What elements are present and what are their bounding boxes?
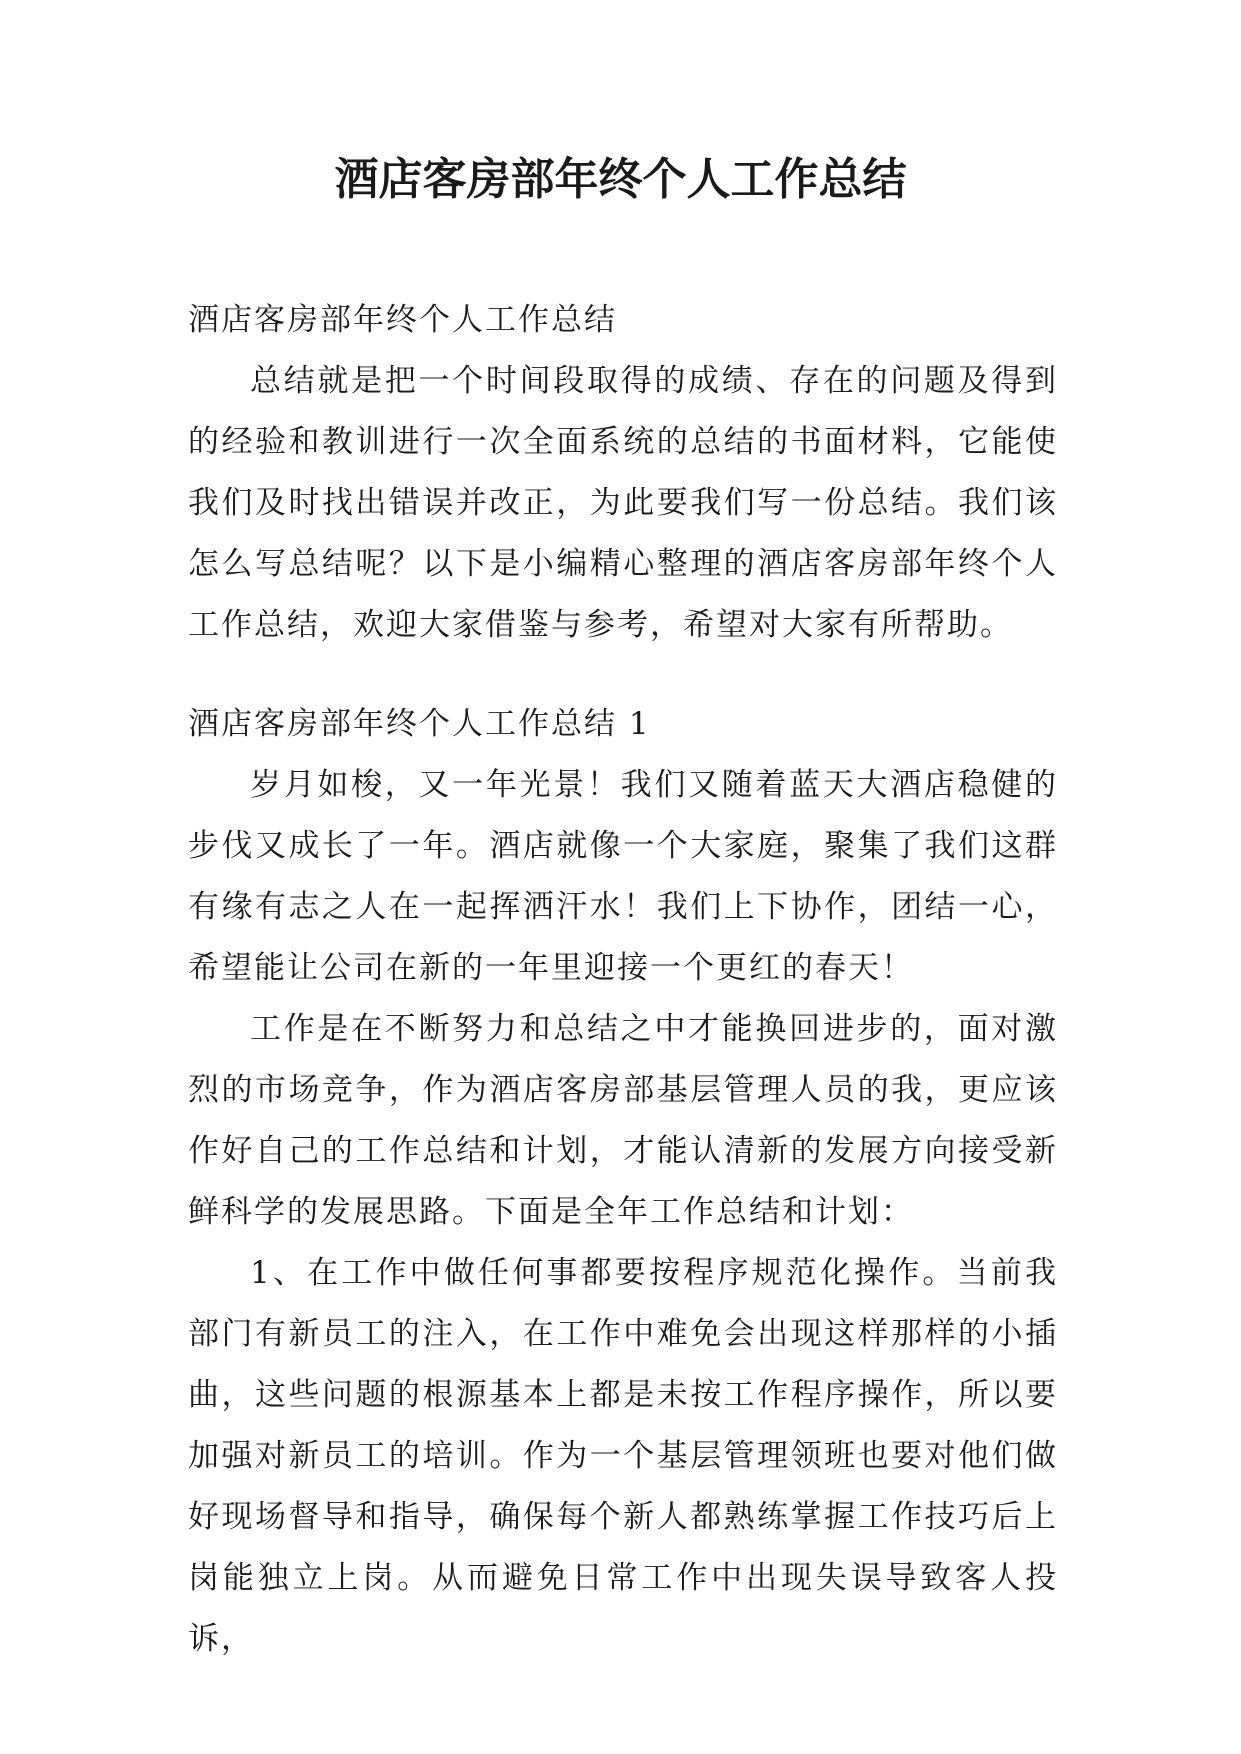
section-1-heading: 酒店客房部年终个人工作总结 1 (188, 706, 651, 742)
section-1-paragraph-2: 工作是在不断努力和总结之中才能换回进步的，面对激烈的市场竞争，作为酒店客房部基层管理人员的我，更应该作好自己的工作总结和计划，才能认清新的发展方向接受新鲜科学的发展思路。下面是全年工作总结和计划： (188, 1011, 1058, 1230)
document-title: 酒店客房部年终个人工作总结 (334, 154, 907, 205)
document-body (188, 290, 1058, 1670)
intro-heading: 酒店客房部年终个人工作总结 (188, 302, 617, 338)
section-1-paragraph-3: 1、在工作中做任何事都要按程序规范化操作。当前我部门有新员工的注入，在工作中难免会出现这样那样的小插曲，这些问题的根源基本上都是未按工作程序操作，所以要加强对新员工的培训。作为一个基层管理领班也要对他们做好现场督导和指导，确保每个新人都熟练掌握工作技巧后上岗能独立上岗。从而避免日常工作中出现失误导致客人投诉， (188, 1255, 1058, 1657)
section-1-paragraph-1: 岁月如梭，又一年光景！我们又随着蓝天大酒店稳健的步伐又成长了一年。酒店就像一个大家庭，聚集了我们这群有缘有志之人在一起挥洒汗水！我们上下协作，团结一心，希望能让公司在新的一年里迎接一个更红的春天！ (188, 767, 1058, 986)
section-spacer (188, 656, 1058, 694)
intro-paragraph: 总结就是把一个时间段取得的成绩、存在的问题及得到的经验和教训进行一次全面系统的总结的书面材料，它能使我们及时找出错误并改正，为此要我们写一份总结。我们该怎么写总结呢？以下是小编精心整理的酒店客房部年终个人工作总结，欢迎大家借鉴与参考，希望对大家有所帮助。 (188, 363, 1058, 643)
